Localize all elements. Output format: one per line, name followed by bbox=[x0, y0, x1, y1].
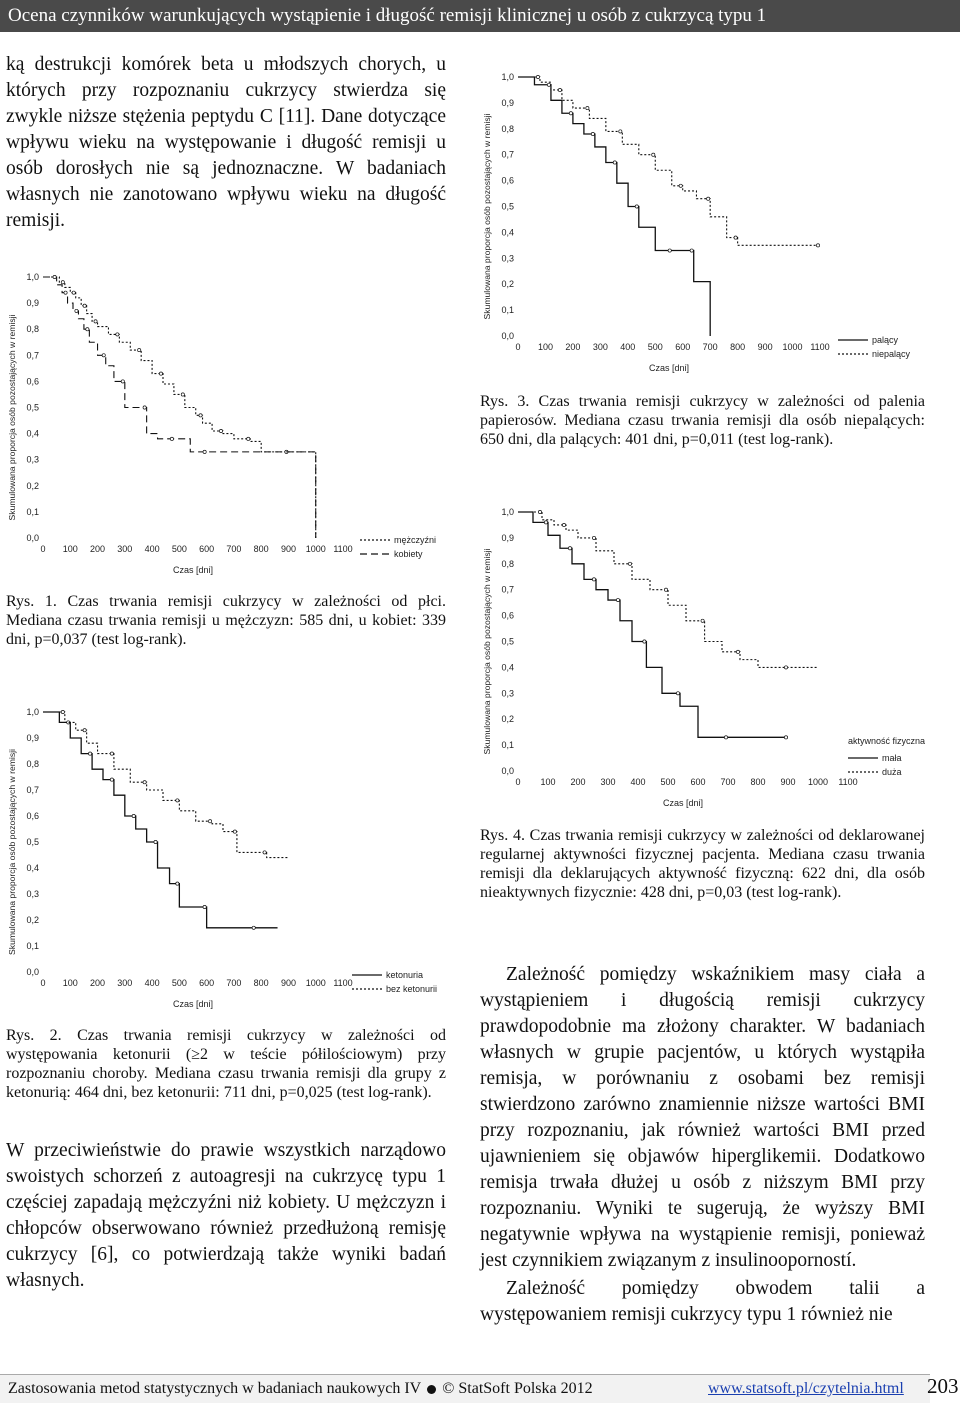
x-tick-label: 400 bbox=[144, 544, 160, 554]
caption-fig2: Rys. 2. Czas trwania remisji cukrzycy w zależności od występowania ketonurii (≥2 w teście półilościowym) przy rozpoznaniu choroby. Mediana czasu trwania remisji dla grupy z ketonurią: 464 dni, bez ketonurii: 711 dni, p=0,025 (test log-rank). bbox=[6, 1027, 446, 1101]
chart-fig4 bbox=[482, 507, 925, 808]
x-tick-label: 100 bbox=[537, 342, 553, 352]
censor-point bbox=[664, 588, 667, 591]
y-axis-label: Skumulowana proporcja osób pozostających w remisji bbox=[7, 314, 17, 521]
x-tick-label: 300 bbox=[592, 342, 608, 352]
y-tick-label: 0,6 bbox=[26, 376, 39, 387]
y-axis-label: Skumulowana proporcja osób pozostających w remisji bbox=[7, 749, 17, 955]
x-tick-label: 300 bbox=[117, 978, 133, 988]
footer-copyright: © StatSoft Polska 2012 bbox=[442, 1380, 593, 1397]
censor-point bbox=[143, 781, 146, 784]
y-tick-label: 0,9 bbox=[501, 97, 514, 108]
censor-point bbox=[652, 153, 655, 156]
censor-point bbox=[83, 729, 86, 732]
censor-point bbox=[154, 840, 157, 843]
censor-point bbox=[538, 510, 541, 513]
y-tick-label: 0,0 bbox=[26, 967, 39, 977]
chart-fig1 bbox=[7, 272, 436, 575]
caption-fig4: Rys. 4. Czas trwania remisji cukrzycy w zależności od deklarowanej regularnej aktywności fizycznej pacjenta. Mediana czasu trwania remisji dla deklarujących aktywność fizyczną: 622 dni, dla osób nieaktywnych fizycznie: 428 dni, p=0,03 (test log-rank). bbox=[480, 827, 925, 901]
x-tick-label: 1100 bbox=[838, 777, 858, 787]
x-tick-label: 0 bbox=[515, 777, 521, 787]
y-tick-label: 0,4 bbox=[501, 662, 514, 673]
censor-point bbox=[635, 205, 638, 208]
y-tick-label: 0,5 bbox=[26, 837, 39, 847]
y-tick-label: 0,1 bbox=[501, 305, 514, 316]
chart-fig2 bbox=[7, 707, 437, 1009]
y-tick-label: 0,3 bbox=[26, 889, 39, 899]
censor-point bbox=[619, 130, 622, 133]
y-tick-label: 0,2 bbox=[501, 279, 514, 290]
censor-point bbox=[61, 281, 64, 284]
censor-point bbox=[83, 304, 86, 307]
censor-point bbox=[159, 372, 162, 375]
x-tick-label: 1000 bbox=[305, 978, 326, 988]
y-axis-label: Skumulowana proporcja osób pozostających w remisji bbox=[482, 113, 492, 320]
x-tick-label: 100 bbox=[62, 978, 78, 988]
censor-point bbox=[558, 88, 561, 91]
censor-point bbox=[86, 328, 89, 331]
censor-point bbox=[616, 598, 619, 601]
censor-point bbox=[53, 275, 56, 278]
y-tick-label: 1,0 bbox=[501, 72, 514, 82]
x-tick-label: 0 bbox=[515, 342, 521, 352]
series-line bbox=[43, 712, 288, 858]
series-line bbox=[518, 512, 818, 667]
series-line bbox=[43, 277, 316, 538]
censor-point bbox=[72, 291, 75, 294]
censor-point bbox=[61, 710, 64, 713]
x-tick-label: 200 bbox=[565, 342, 581, 352]
y-tick-label: 0,9 bbox=[26, 733, 39, 743]
censor-point bbox=[613, 161, 616, 164]
y-tick-label: 0,6 bbox=[501, 610, 514, 621]
x-tick-label: 1100 bbox=[333, 978, 353, 988]
y-tick-label: 0,0 bbox=[26, 533, 39, 543]
x-tick-label: 100 bbox=[540, 777, 556, 787]
series-line bbox=[43, 712, 278, 928]
y-tick-label: 0,8 bbox=[26, 324, 39, 335]
x-tick-label: 1000 bbox=[782, 342, 803, 352]
x-tick-label: 1100 bbox=[810, 342, 830, 352]
x-tick-label: 800 bbox=[730, 342, 746, 352]
y-tick-label: 0,1 bbox=[26, 941, 39, 951]
censor-point bbox=[816, 244, 819, 247]
x-tick-label: 700 bbox=[720, 777, 736, 787]
censor-point bbox=[724, 736, 727, 739]
censor-point bbox=[628, 562, 631, 565]
y-tick-label: 0,5 bbox=[26, 402, 39, 413]
x-tick-label: 300 bbox=[600, 777, 616, 787]
x-tick-label: 600 bbox=[199, 544, 215, 554]
legend-label: kobiety bbox=[394, 549, 423, 559]
y-tick-label: 0,4 bbox=[501, 227, 514, 238]
x-tick-label: 500 bbox=[660, 777, 676, 787]
censor-point bbox=[569, 112, 572, 115]
x-tick-label: 800 bbox=[253, 544, 269, 554]
caption-fig3: Rys. 3. Czas trwania remisji cukrzycy w zależności od palenia papierosów. Mediana czasu trwania remisji dla osób niepalących: 650 dni, dla palących: 401 dni, p=0,011 (test log-rank). bbox=[480, 393, 925, 448]
x-tick-label: 700 bbox=[226, 544, 242, 554]
censor-point bbox=[536, 75, 539, 78]
censor-point bbox=[679, 184, 682, 187]
x-tick-label: 400 bbox=[620, 342, 636, 352]
y-tick-label: 1,0 bbox=[26, 707, 39, 717]
legend-label: duża bbox=[882, 767, 902, 777]
y-tick-label: 0,0 bbox=[501, 331, 514, 341]
x-tick-label: 1000 bbox=[807, 777, 829, 787]
censor-point bbox=[734, 236, 737, 239]
x-axis-label: Czas [dni] bbox=[172, 999, 214, 1009]
censor-point bbox=[592, 578, 595, 581]
censor-point bbox=[784, 666, 787, 669]
censor-point bbox=[676, 692, 679, 695]
x-tick-label: 800 bbox=[750, 777, 766, 787]
y-tick-label: 0,8 bbox=[501, 123, 514, 134]
censor-point bbox=[88, 752, 91, 755]
x-tick-label: 1100 bbox=[333, 544, 353, 554]
y-tick-label: 0,6 bbox=[26, 811, 39, 821]
y-tick-label: 0,5 bbox=[501, 636, 514, 647]
censor-point bbox=[643, 640, 646, 643]
censor-point bbox=[116, 333, 119, 336]
censor-point bbox=[110, 752, 113, 755]
censor-point bbox=[562, 523, 565, 526]
legend-title: aktywność fizyczna bbox=[848, 736, 926, 746]
censor-point bbox=[701, 619, 704, 622]
censor-point bbox=[75, 309, 78, 312]
x-tick-label: 900 bbox=[280, 978, 296, 988]
x-tick-label: 900 bbox=[280, 544, 296, 554]
censor-point bbox=[199, 414, 202, 417]
chart-fig3 bbox=[482, 72, 911, 373]
paragraph-bottom-right-1: Zależność pomiędzy wskaźnikiem masy ciała a wystąpieniem i długością remisji cukrzycy prawdopodobnie ma złożony charakter. W badaniach własnych w grupie pacjentów, u których wystąpiła remisja, w porównaniu z osobami bez remisji stwierdzono zarówno znamiennie niższe wartości BMI przy rozpoznaniu, jak również wartości BMI przed ujawnieniem się objawów hiperglikemii. Dodatkowo remisja trwała dłużej u osób z niższym BMI przy rozpoznaniu. Wyniki te sugerują, że wyższy BMI negatywnie wpływa na wystąpienie remisji, ponieważ jest czynnikiem związanym z insulinooporností. bbox=[480, 964, 925, 1271]
legend-label: mała bbox=[882, 753, 902, 763]
y-tick-label: 1,0 bbox=[501, 507, 514, 517]
x-tick-label: 0 bbox=[40, 978, 46, 988]
y-tick-label: 0,7 bbox=[501, 584, 514, 595]
censor-point bbox=[544, 521, 547, 524]
y-tick-label: 0,3 bbox=[501, 688, 514, 699]
censor-point bbox=[203, 905, 206, 908]
censor-point bbox=[707, 197, 710, 200]
x-axis-label: Czas [dni] bbox=[662, 798, 704, 808]
y-tick-label: 0,2 bbox=[26, 480, 39, 491]
censor-point bbox=[94, 320, 97, 323]
censor-point bbox=[176, 799, 179, 802]
censor-point bbox=[219, 429, 222, 432]
censor-point bbox=[170, 437, 173, 440]
censor-point bbox=[252, 926, 255, 929]
page-footer bbox=[0, 1374, 960, 1406]
censor-point bbox=[263, 851, 266, 854]
y-tick-label: 0,6 bbox=[501, 175, 514, 186]
x-tick-label: 600 bbox=[675, 342, 691, 352]
x-tick-label: 0 bbox=[40, 544, 46, 554]
y-tick-label: 0,8 bbox=[501, 558, 514, 569]
y-axis-label: Skumulowana proporcja osób pozostających w remisji bbox=[482, 548, 492, 755]
censor-point bbox=[143, 406, 146, 409]
y-tick-label: 0,8 bbox=[26, 759, 39, 769]
legend-label: mężczyźni bbox=[394, 535, 437, 545]
x-tick-label: 400 bbox=[144, 978, 160, 988]
y-tick-label: 0,3 bbox=[26, 454, 39, 465]
x-tick-label: 700 bbox=[226, 978, 242, 988]
x-tick-label: 100 bbox=[62, 544, 78, 554]
series-line bbox=[43, 277, 316, 538]
x-tick-label: 900 bbox=[780, 777, 796, 787]
caption-fig1: Rys. 1. Czas trwania remisji cukrzycy w zależności od płci. Mediana czasu trwania remisji u mężczyzn: 585 dni, u kobiet: 339 dni, p=0,037 (test log-rank). bbox=[6, 593, 446, 648]
censor-point bbox=[110, 778, 113, 781]
censor-point bbox=[568, 547, 571, 550]
series-line bbox=[518, 77, 820, 245]
legend-label: bez ketonurii bbox=[386, 984, 438, 994]
x-tick-label: 600 bbox=[690, 777, 706, 787]
censor-point bbox=[547, 83, 550, 86]
x-tick-label: 500 bbox=[171, 544, 187, 554]
legend-label: ketonuria bbox=[386, 970, 424, 980]
x-tick-label: 900 bbox=[757, 342, 773, 352]
x-tick-label: 300 bbox=[117, 544, 133, 554]
x-axis-label: Czas [dni] bbox=[172, 565, 214, 575]
censor-point bbox=[208, 820, 211, 823]
x-tick-label: 500 bbox=[171, 978, 187, 988]
y-tick-label: 0,2 bbox=[501, 714, 514, 725]
censor-point bbox=[102, 354, 105, 357]
y-tick-label: 0,7 bbox=[26, 350, 39, 361]
censor-point bbox=[64, 291, 67, 294]
y-tick-label: 0,1 bbox=[501, 740, 514, 751]
y-tick-label: 0,4 bbox=[26, 428, 39, 439]
censor-point bbox=[233, 830, 236, 833]
y-tick-label: 0,9 bbox=[26, 298, 39, 309]
y-tick-label: 0,3 bbox=[501, 253, 514, 264]
y-tick-label: 0,9 bbox=[501, 532, 514, 543]
x-tick-label: 1000 bbox=[305, 544, 326, 554]
censor-point bbox=[592, 536, 595, 539]
page-number: 203 bbox=[927, 1374, 959, 1398]
x-tick-label: 400 bbox=[630, 777, 646, 787]
censor-point bbox=[181, 393, 184, 396]
x-tick-label: 600 bbox=[199, 978, 215, 988]
censor-point bbox=[132, 814, 135, 817]
censor-point bbox=[138, 348, 141, 351]
y-tick-label: 0,1 bbox=[26, 506, 39, 517]
x-axis-label: Czas [dni] bbox=[648, 363, 690, 373]
footer-title: Zastosowania metod statystycznych w badaniach naukowych IV bbox=[8, 1380, 422, 1397]
censor-point bbox=[203, 450, 206, 453]
censor-point bbox=[736, 650, 739, 653]
x-tick-label: 200 bbox=[90, 978, 106, 988]
censor-point bbox=[690, 249, 693, 252]
y-tick-label: 0,2 bbox=[26, 915, 39, 925]
x-tick-label: 700 bbox=[702, 342, 718, 352]
legend-label: palący bbox=[872, 335, 899, 345]
y-tick-label: 0,5 bbox=[501, 201, 514, 212]
y-tick-label: 1,0 bbox=[26, 272, 39, 282]
y-tick-label: 0,0 bbox=[501, 766, 514, 776]
y-tick-label: 0,7 bbox=[501, 149, 514, 160]
paragraph-bottom-left: W przeciwieństwie do prawie wszystkich narządowo swoistych schorzeń z autoagresji na cukrzycę typu 1 częściej zapadają mężczyźni niż kobiety. U mężczyzn i chłopców obserwowano również przedłużoną remisję cukrzycy [6], co potwierdzają także wyniki badań własnych. bbox=[6, 1140, 446, 1291]
x-tick-label: 200 bbox=[570, 777, 586, 787]
header-title: Ocena czynników warunkujących wystąpienie i długość remisji klinicznej u osób z cukrzycą typu 1 bbox=[8, 5, 767, 26]
censor-point bbox=[121, 380, 124, 383]
censor-point bbox=[784, 736, 787, 739]
censor-point bbox=[176, 882, 179, 885]
x-tick-label: 500 bbox=[647, 342, 663, 352]
legend-label: niepalący bbox=[872, 349, 911, 359]
censor-point bbox=[591, 132, 594, 135]
censor-point bbox=[247, 437, 250, 440]
paragraph-top-left: ką destrukcji komórek beta u młodszych chorych, u których przy rozpoznaniu cukrzycy stwierdza się zwykle niższe stężenia peptydu C [11]. Dane dotyczące wpływu wieku na występowanie i długość remisji u osób dorosłych nie są jednoznaczne. W badaniach własnych nie zanotowano wpływu wieku na długość remisji. bbox=[6, 54, 446, 231]
paragraph-bottom-right-2: Zależność pomiędzy obwodem talii a występowaniem remisji cukrzycy typu 1 również nie bbox=[480, 1278, 925, 1325]
footer-link[interactable]: www.statsoft.pl/czytelnia.html bbox=[708, 1380, 904, 1397]
series-line bbox=[518, 512, 788, 737]
footer-text bbox=[8, 1380, 593, 1398]
x-tick-label: 200 bbox=[90, 544, 106, 554]
censor-point bbox=[668, 249, 671, 252]
series-line bbox=[518, 77, 710, 336]
y-tick-label: 0,4 bbox=[26, 863, 39, 873]
x-tick-label: 800 bbox=[253, 978, 269, 988]
y-tick-label: 0,7 bbox=[26, 785, 39, 795]
censor-point bbox=[586, 106, 589, 109]
bullet-icon bbox=[427, 1385, 436, 1394]
